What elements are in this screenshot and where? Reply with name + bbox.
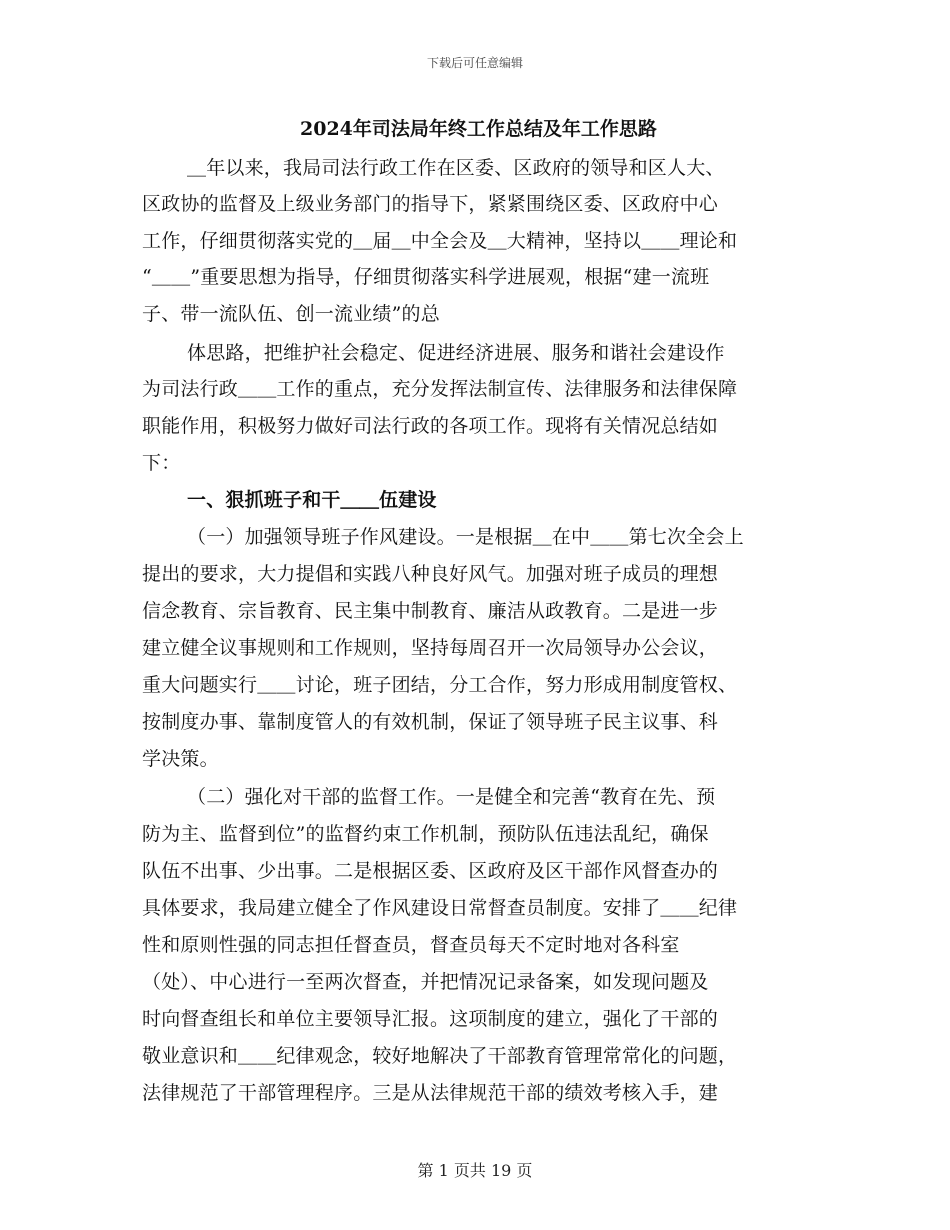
paragraph-line: 建立健全议事规则和工作规则，坚持每周召开一次局领导办公会议， [142, 637, 719, 659]
paragraph-line: 法律规范了干部管理程序。三是从法律规范干部的绩效考核入手，建 [142, 1082, 719, 1104]
paragraph-line: 重大问题实行＿＿讨论，班子团结，分工合作，努力形成用制度管权、 [142, 674, 738, 696]
paragraph-line: 学决策。 [142, 748, 219, 770]
paragraph-line: （一）加强领导班子作风建设。一是根据＿在中＿＿第七次全会上 [187, 526, 744, 548]
paragraph-line: 区政协的监督及上级业务部门的指导下，紧紧围绕区委、区政府中心 [142, 193, 719, 215]
paragraph-line: 下： [142, 452, 181, 474]
paragraph-line: （二）强化对干部的监督工作。一是健全和完善“教育在先、预 [187, 786, 716, 808]
section-heading: 一、狠抓班子和干＿＿伍建设 [187, 489, 437, 511]
paragraph-line: ＿年以来，我局司法行政工作在区委、区政府的领导和区人大、 [187, 157, 725, 179]
paragraph-line: 队伍不出事、少出事。二是根据区委、区政府及区干部作风督查办的 [142, 860, 719, 882]
document-title: 2024年司法局年终工作总结及年工作思路 [300, 118, 657, 140]
paragraph-line: 工作，仔细贯彻落实党的＿届＿中全会及＿大精神，坚持以＿＿理论和 [142, 230, 738, 252]
paragraph-line: （处）、中心进行一至两次督查，并把情况记录备案，如发现问题及 [142, 971, 709, 993]
paragraph-line: 性和原则性强的同志担任督查员，督查员每天不定时地对各科室 [142, 934, 680, 956]
paragraph-line: 时向督查组长和单位主要领导汇报。这项制度的建立，强化了干部的 [142, 1008, 719, 1030]
page-footer: 第 1 页共 19 页 [417, 1161, 533, 1180]
paragraph-line: 按制度办事、靠制度管人的有效机制，保证了领导班子民主议事、科 [142, 711, 719, 733]
page-header: 下载后可任意编辑 [426, 56, 523, 70]
paragraph-line: 体思路，把维护社会稳定、促进经济进展、服务和谐社会建设作 [187, 342, 725, 364]
paragraph-line: 子、带一流队伍、创一流业绩”的总 [142, 303, 440, 325]
paragraph-line: 防为主、监督到位”的监督约束工作机制，预防队伍违法乱纪，确保 [142, 823, 709, 845]
paragraph-line: 具体要求，我局建立健全了作风建设日常督查员制度。安排了＿＿纪律 [142, 897, 738, 919]
paragraph-line: 提出的要求，大力提倡和实践八种良好风气。加强对班子成员的理想 [142, 563, 719, 585]
paragraph-line: 职能作用，积极努力做好司法行政的各项工作。现将有关情况总结如 [142, 415, 719, 437]
paragraph-line: 敬业意识和＿＿纪律观念，较好地解决了干部教育管理常常化的问题， [142, 1045, 738, 1067]
paragraph-line: 信念教育、宗旨教育、民主集中制教育、廉洁从政教育。二是进一步 [142, 600, 719, 622]
paragraph-line: “＿＿”重要思想为指导，仔细贯彻落实科学进展观，根据“建一流班 [142, 266, 710, 288]
paragraph-line: 为司法行政＿＿工作的重点，充分发挥法制宣传、法律服务和法律保障 [142, 378, 738, 400]
